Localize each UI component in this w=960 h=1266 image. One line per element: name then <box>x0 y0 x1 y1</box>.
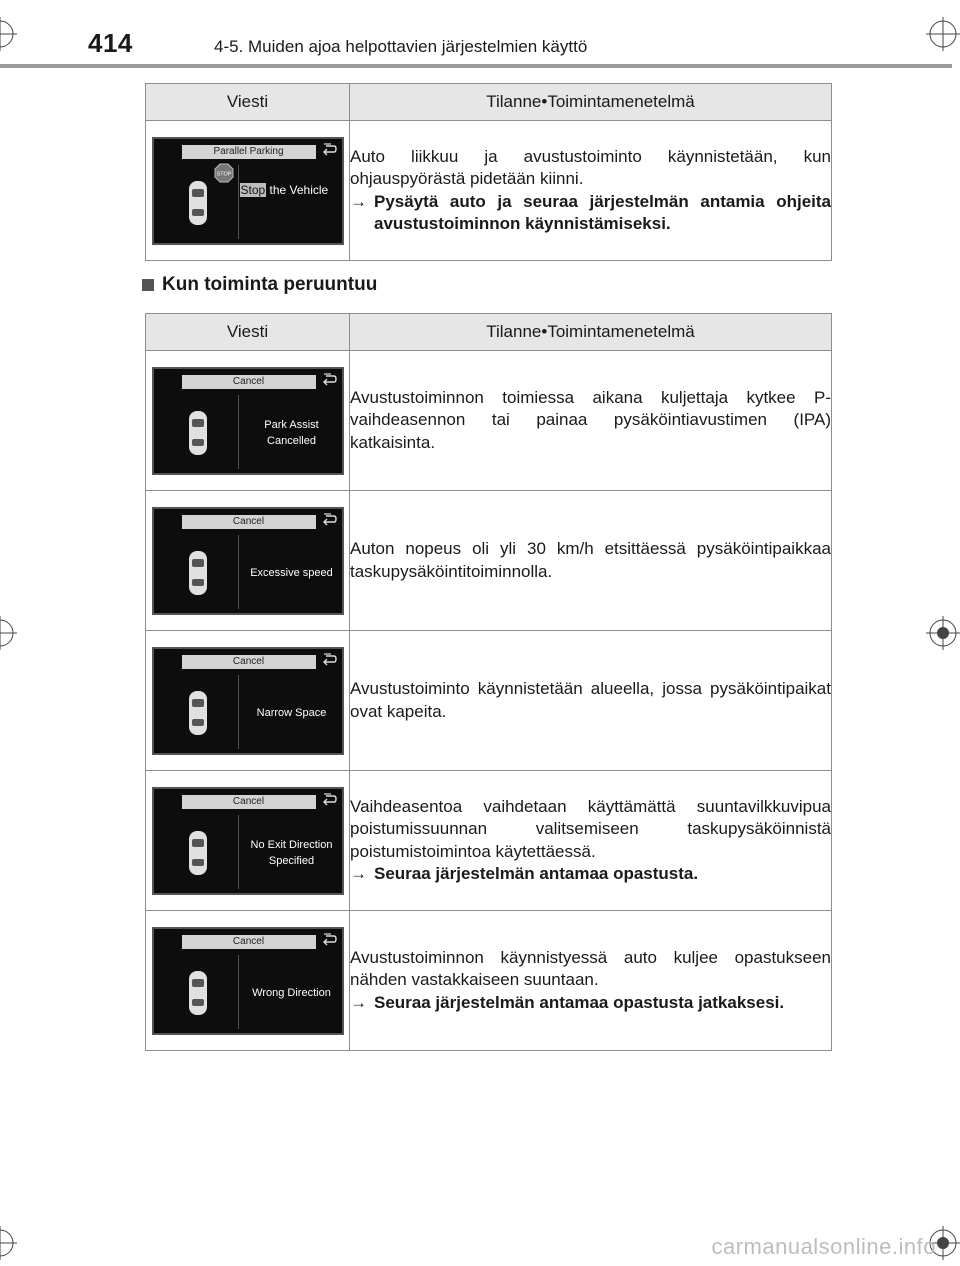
watermark: carmanualsonline.info <box>711 1234 936 1259</box>
column-header-message: Viesti <box>146 84 350 121</box>
table-row <box>146 911 832 1051</box>
back-arrow-icon <box>322 933 338 947</box>
instruction-text: Pysäytä auto ja seuraa järjestelmän antamia ohjeita avustustoiminnon käynnistämiseksi. <box>374 191 831 233</box>
arrow-icon: → <box>350 992 367 1012</box>
situation-text: Auton nopeus oli yli 30 km/h etsittäessä pysäköintipaikkaa taskupysäköintitoiminnolla. <box>350 539 831 581</box>
stop-sign-icon <box>214 163 234 183</box>
instruction <box>350 191 831 236</box>
back-arrow-icon <box>322 143 338 157</box>
screen-message-rest: the Vehicle <box>266 182 329 197</box>
display-screen <box>152 927 344 1035</box>
screen-title-bar: Cancel <box>182 795 316 809</box>
screen-cell <box>146 491 350 631</box>
car-top-view-icon <box>186 179 210 227</box>
instruction <box>350 863 831 886</box>
situation-text: Avustustoiminnon käynnistyessä auto kuljee opastukseen nähden vastakkaiseen suuntaan. <box>350 947 831 990</box>
car-top-view-icon <box>186 409 210 457</box>
car-top-view-icon <box>186 829 210 877</box>
situation-text: Vaihdeasentoa vaihdetaan käyttämättä suuntavilkkuvipua poistumissuunnan valitsemiseen taskupysäköinnistä poistumistoimintoa käytettäessä. <box>350 796 831 861</box>
screen-title-bar: Parallel Parking <box>182 145 316 159</box>
message-table-2 <box>145 313 832 1051</box>
screen-cell <box>146 631 350 771</box>
stop-badge-text: STOP <box>216 171 231 177</box>
back-arrow-icon <box>322 793 338 807</box>
arrow-icon: → <box>350 864 367 883</box>
screen-divider <box>238 535 239 609</box>
screen-divider <box>238 675 239 749</box>
column-header-message: Viesti <box>146 314 350 351</box>
display-screen <box>152 647 344 755</box>
back-arrow-icon <box>322 513 338 527</box>
display-screen <box>152 367 344 475</box>
section-heading <box>142 274 377 296</box>
screen-title-bar: Cancel <box>182 375 316 389</box>
screen-title-bar: Cancel <box>182 935 316 949</box>
page-number: 414 <box>88 28 133 58</box>
situation-cell <box>350 911 832 1051</box>
screen-divider <box>238 955 239 1029</box>
screen-title-bar: Cancel <box>182 515 316 529</box>
screen-message-highlight: Stop <box>240 182 266 197</box>
screen-message: Wrong Direction <box>252 986 331 999</box>
screen-cell <box>146 771 350 911</box>
instruction-text: Seuraa järjestelmän antamaa opastusta jatkaksesi. <box>374 992 785 1012</box>
screen-message <box>240 183 329 197</box>
crop-mark-mid-left <box>0 616 17 650</box>
situation-cell <box>350 491 832 631</box>
crop-mark-bottom-left <box>0 1226 17 1260</box>
screen-divider <box>238 165 239 239</box>
section-heading-text: Kun toiminta peruuntuu <box>162 274 378 295</box>
crop-mark-top-left <box>0 17 17 51</box>
situation-cell <box>350 771 832 911</box>
square-bullet-icon <box>142 279 154 291</box>
situation-cell <box>350 121 832 261</box>
table-row <box>146 771 832 911</box>
arrow-icon: → <box>350 191 367 211</box>
car-top-view-icon <box>186 689 210 737</box>
instruction <box>350 992 831 1015</box>
situation-cell <box>350 631 832 771</box>
screen-message: No Exit Direction Specified <box>250 838 333 867</box>
display-screen <box>152 507 344 615</box>
situation-text: Avustustoiminnon toimiessa aikana kuljettaja kytkee P-vaihdeasennon tai painaa pysäköintiavustimen (IPA) katkaisinta. <box>350 387 831 452</box>
display-screen-stop-vehicle <box>152 137 344 245</box>
screen-message: Narrow Space <box>256 706 327 719</box>
screen-title-bar: Cancel <box>182 655 316 669</box>
screen-message: Park Assist Cancelled <box>264 418 319 447</box>
situation-text: Avustustoiminto käynnistetään alueella, jossa pysäköintipaikat ovat kapeita. <box>350 679 831 721</box>
screen-cell <box>146 121 350 261</box>
column-header-situation: Tilanne•Toimintamenetelmä <box>350 314 832 351</box>
message-table-1 <box>145 83 832 261</box>
crop-mark-top-right <box>926 17 960 51</box>
situation-text: Auto liikkuu ja avustustoiminto käynnistetään, kun ohjauspyörästä pidetään kiinni. <box>350 146 831 188</box>
back-arrow-icon <box>322 373 338 387</box>
screen-divider <box>238 395 239 469</box>
column-header-situation: Tilanne•Toimintamenetelmä <box>350 84 832 121</box>
table-row <box>146 121 832 261</box>
screen-divider <box>238 815 239 889</box>
car-top-view-icon <box>186 969 210 1017</box>
screen-message: Excessive speed <box>250 566 333 579</box>
screen-cell <box>146 911 350 1051</box>
table-row <box>146 631 832 771</box>
back-arrow-icon <box>322 653 338 667</box>
section-title: 4-5. Muiden ajoa helpottavien järjestelmien käyttö <box>214 37 588 56</box>
car-top-view-icon <box>186 549 210 597</box>
table-row <box>146 351 832 491</box>
display-screen <box>152 787 344 895</box>
header-rule <box>0 64 952 68</box>
crop-mark-mid-right <box>926 616 960 650</box>
table-row <box>146 491 832 631</box>
instruction-text: Seuraa järjestelmän antamaa opastusta. <box>374 864 699 883</box>
situation-cell <box>350 351 832 491</box>
screen-cell <box>146 351 350 491</box>
